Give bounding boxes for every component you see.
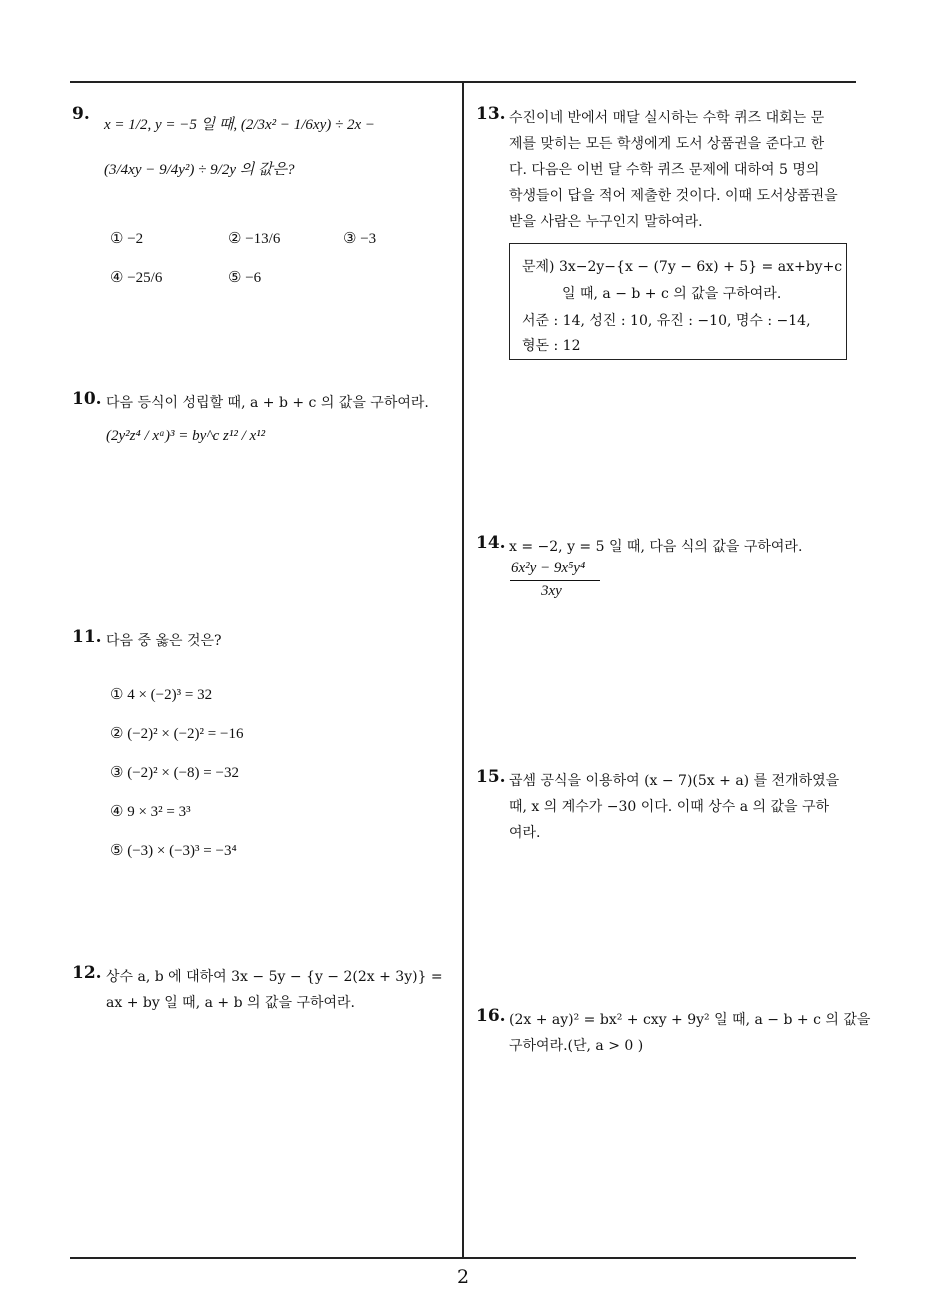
option-1: ① −2 — [110, 231, 144, 247]
problem-15-line1: 곱셈 공식을 이용하여 (x − 7)(5x + a) 를 전개하였을 — [509, 773, 840, 789]
problem-12-line2: ax + by 일 때, a + b 의 값을 구하여라. — [106, 995, 356, 1011]
problem-9-line2: (3/4xy − 9/4y²) ÷ 9/2y 의 값은? — [104, 162, 295, 178]
problem-number: 9. — [72, 104, 90, 124]
column-divider — [462, 82, 464, 1258]
problem-number: 15. — [476, 767, 506, 787]
page-number: 2 — [456, 1266, 470, 1288]
option-4: ④ 9 × 3² = 3³ — [110, 804, 191, 820]
problem-number: 11. — [72, 627, 102, 647]
problem-13-line3: 다. 다음은 이번 달 수학 퀴즈 문제에 대하여 5 명의 — [509, 162, 820, 178]
problem-11-question: 다음 중 옳은 것은? — [106, 633, 222, 649]
problem-13-line1: 수진이네 반에서 매달 실시하는 수학 퀴즈 대회는 문 — [509, 110, 825, 126]
option-5: ⑤ (−3) × (−3)³ = −3⁴ — [110, 843, 237, 859]
problem-16-line2: 구하여라.(단, a > 0 ) — [509, 1038, 644, 1054]
box-line-3: 서준 : 14, 성진 : 10, 유진 : −10, 명수 : −14, — [522, 313, 811, 329]
fraction-denominator: 3xy — [541, 583, 562, 599]
option-3: ③ (−2)² × (−8) = −32 — [110, 765, 239, 781]
bottom-rule — [70, 1257, 856, 1259]
problem-15-line3: 여라. — [509, 825, 541, 841]
option-5: ⑤ −6 — [228, 270, 262, 286]
box-line-4: 형돈 : 12 — [522, 338, 581, 354]
box-line-2: 일 때, a − b + c 의 값을 구하여라. — [562, 286, 782, 302]
problem-13-line5: 받을 사람은 누구인지 말하여라. — [509, 214, 703, 230]
option-2: ② (−2)² × (−2)² = −16 — [110, 726, 244, 742]
box-line-1: 문제) 3x−2y−{x − (7y − 6x) + 5} = ax+by+c — [522, 259, 843, 275]
problem-10-equation: (2y²z⁴ / xᵃ)³ = by^c z¹² / x¹² — [106, 428, 266, 444]
problem-9-line1: x = 1/2, y = −5 일 때, (2/3x² − 1/6xy) ÷ 2x − — [104, 117, 376, 133]
fraction-bar — [510, 580, 600, 581]
option-3: ③ −3 — [343, 231, 377, 247]
problem-13-line4: 학생들이 답을 적어 제출한 것이다. 이때 도서상품권을 — [509, 188, 838, 204]
option-2: ② −13/6 — [228, 231, 281, 247]
problem-16-line1: (2x + ay)² = bx² + cxy + 9y² 일 때, a − b + c 의 값을 — [509, 1012, 871, 1028]
problem-number: 14. — [476, 533, 506, 553]
fraction-numerator: 6x²y − 9x⁵y⁴ — [511, 560, 586, 576]
option-1: ① 4 × (−2)³ = 32 — [110, 687, 213, 703]
problem-14-question: x = −2, y = 5 일 때, 다음 식의 값을 구하여라. — [509, 539, 803, 555]
option-4: ④ −25/6 — [110, 270, 163, 286]
problem-number: 10. — [72, 389, 102, 409]
problem-13-box — [509, 243, 847, 360]
problem-number: 12. — [72, 963, 102, 983]
problem-15-line2: 때, x 의 계수가 −30 이다. 이때 상수 a 의 값을 구하 — [509, 799, 830, 815]
problem-number: 13. — [476, 104, 506, 124]
problem-10-question: 다음 등식이 성립할 때, a + b + c 의 값을 구하여라. — [106, 395, 429, 411]
problem-13-line2: 제를 맞히는 모든 학생에게 도서 상품권을 준다고 한 — [509, 136, 825, 152]
problem-number: 16. — [476, 1006, 506, 1026]
problem-12-line1: 상수 a, b 에 대하여 3x − 5y − {y − 2(2x + 3y)} = — [106, 969, 443, 985]
